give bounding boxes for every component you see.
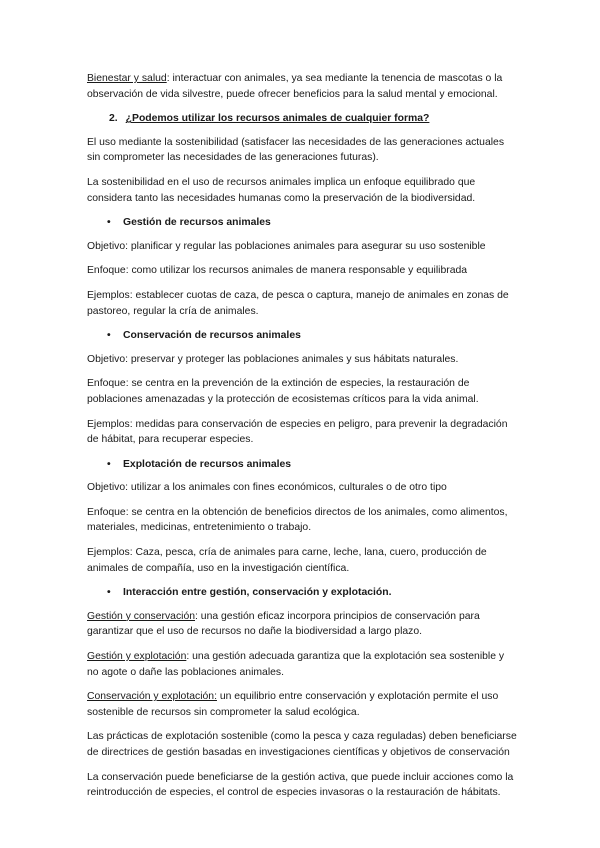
section-enfoque: Enfoque: se centra en la obtención de beneficios directos de los animales, como alimentos, materiales, medicinas, entretenimiento o trabajo. xyxy=(87,506,508,534)
section-heading-interaccion xyxy=(87,585,518,601)
section-objetivo: Objetivo: utilizar a los animales con fines económicos, culturales o de otro tipo xyxy=(87,482,447,494)
interaction-text: un equilibrio entre conservación y explotación permite el uso sostenible de recursos sin comprometer la salud ecológica. xyxy=(87,691,499,718)
section-heading-explotacion xyxy=(87,457,518,473)
sustainability-paragraph-2: La sostenibilidad en el uso de recursos animales implica un enfoque equilibrado que considera tanto las necesidades humanas como la preservación de la biodiversidad. xyxy=(87,176,476,204)
bullet-icon: • xyxy=(107,330,111,342)
closing-paragraph-1: Las prácticas de explotación sostenible (como la pesca y caza reguladas) deben beneficiarse de directrices de gestión basadas en investigaciones científicas y objetivos de conservación xyxy=(87,731,517,758)
sustainability-paragraph-1: El uso mediante la sostenibilidad (satisfacer las necesidades de las generaciones actuales sin comprometer las necesidades de las generaciones futuras). xyxy=(87,136,505,164)
interaction-item xyxy=(87,649,518,680)
section-ejemplos: Ejemplos: Caza, pesca, cría de animales para carne, leche, lana, cuero, producción de animales de compañía, uso en la investigación científica. xyxy=(87,547,487,574)
section-objetivo: Objetivo: preservar y proteger las poblaciones animales y sus hábitats naturales. xyxy=(87,353,459,365)
interaction-text: : una gestión adecuada garantiza que la explotación sea sostenible y no agote o dañe las poblaciones animales. xyxy=(87,651,505,678)
section-title: Interacción entre gestión, conservación y explotación. xyxy=(123,587,392,599)
section-enfoque: Enfoque: se centra en la prevención de la extinción de especies, la restauración de poblaciones amenazadas y la protección de ecosistemas críticos para la vida animal. xyxy=(87,378,479,405)
question-title: ¿Podemos utilizar los recursos animales de cualquier forma? xyxy=(125,113,430,125)
question-number: 2. xyxy=(109,113,118,125)
interaction-item xyxy=(87,689,518,720)
intro-text: : interactuar con animales, ya sea mediante la tenencia de mascotas o la observación de vida silvestre, puede ofrecer beneficios para la salud mental y emocional. xyxy=(87,73,503,100)
interaction-term: Conservación y explotación: xyxy=(87,691,217,703)
section-ejemplos: Ejemplos: medidas para conservación de especies en peligro, para prevenir la degradación de hábitat, para recuperar especies. xyxy=(87,418,508,446)
bullet-icon: • xyxy=(107,587,111,599)
interaction-term: Gestión y conservación xyxy=(87,610,196,622)
interaction-item xyxy=(87,609,518,640)
bullet-icon: • xyxy=(107,217,111,229)
interaction-text: : una gestión eficaz incorpora principios de conservación para garantizar que el uso de recursos no dañe la biodiversidad a largo plazo. xyxy=(87,610,480,638)
section-enfoque: Enfoque: como utilizar los recursos animales de manera responsable y equilibrada xyxy=(87,265,468,277)
question-heading xyxy=(87,111,518,127)
interaction-term: Gestión y explotación xyxy=(87,651,187,663)
section-ejemplos: Ejemplos: establecer cuotas de caza, de pesca o captura, manejo de animales en zonas de pastoreo, regular la cría de animales. xyxy=(87,289,509,317)
section-title: Gestión de recursos animales xyxy=(123,217,271,229)
intro-term: Bienestar y salud xyxy=(87,73,167,84)
bullet-icon: • xyxy=(107,458,111,470)
closing-paragraph-2: La conservación puede beneficiarse de la gestión activa, que puede incluir acciones como la reintroducción de especies, el control de especies invasoras o la restauración de hábitats. xyxy=(87,771,514,799)
section-objetivo: Objetivo: planificar y regular las poblaciones animales para asegurar su uso sostenible xyxy=(87,240,486,252)
section-title: Explotación de recursos animales xyxy=(123,458,292,470)
intro-paragraph xyxy=(87,71,518,102)
section-title: Conservación de recursos animales xyxy=(123,330,301,342)
section-heading-gestion xyxy=(87,215,518,231)
section-heading-conservacion xyxy=(87,328,518,344)
